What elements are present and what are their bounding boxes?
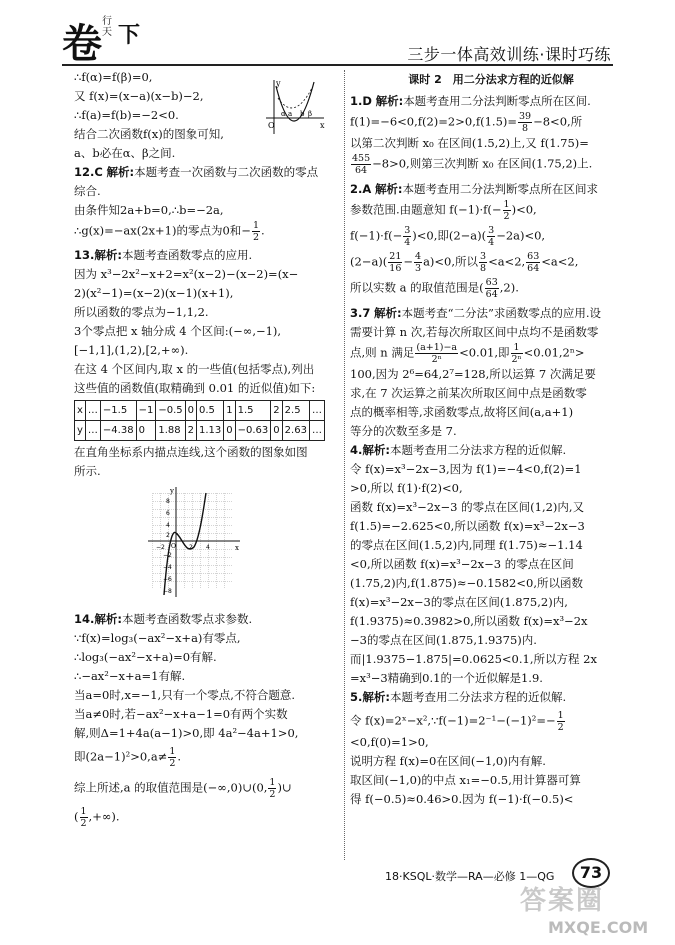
table-cell: −1 [136, 401, 156, 421]
footer-code: 18·KSQL·数学—RA—必修 1—QG [385, 870, 555, 883]
denominator: 2ⁿ [511, 354, 522, 365]
text: )<0,即(2−a)( [412, 228, 487, 243]
numerator: 3 [404, 225, 411, 236]
text: 本题考查函数零点求参数. [121, 612, 253, 626]
table-cell: … [309, 421, 324, 441]
numerator: 1 [557, 710, 564, 721]
denominator: 2 [503, 211, 510, 222]
numerator: (a+1)−a [416, 342, 458, 353]
fraction [268, 777, 276, 800]
analysis-label: 解析: [374, 306, 402, 320]
text-line [74, 777, 342, 800]
table-cell: 0 [185, 401, 196, 421]
text: (2−a)( [350, 254, 388, 269]
text-line: 取区间(−1,0)的中点 x₁=−0.5,用计算器可算 [350, 773, 581, 787]
table-cell: −0.5 [156, 401, 185, 421]
text-line: 又 f(x)=(x−a)(x−b)−2, [74, 89, 204, 103]
text: . [260, 223, 265, 238]
numerator: 3 [480, 251, 487, 262]
logo-small-chars: 行天 [102, 16, 112, 38]
q14-line [74, 610, 342, 629]
y-tick: −4 [163, 564, 172, 571]
section-title: 课时 2 用二分法求方程的近似解 [408, 73, 574, 86]
y-tick: −2 [163, 552, 172, 559]
table-cell: 0 [136, 421, 156, 441]
x-tick: 4 [206, 544, 210, 551]
text-line [74, 746, 342, 769]
q1-line [350, 92, 632, 111]
parabola-graph [264, 78, 328, 136]
question-number: 2.A [350, 182, 372, 196]
q5-line [350, 688, 632, 707]
text: 本题考查一次函数与二次函数的零点 [134, 165, 319, 179]
denominator: 16 [389, 263, 402, 274]
table-cell: −4.38 [100, 421, 136, 441]
text: f(−1)·f(− [350, 228, 403, 243]
analysis-label: 解析: [94, 612, 122, 626]
denominator: 2 [169, 758, 176, 769]
question-number: 12.C [74, 165, 103, 179]
text: )∪ [277, 780, 292, 795]
watermark-logo: 答案圈 [520, 886, 605, 916]
table-cell: … [309, 401, 324, 421]
text-line: ∴f(a)=f(b)=−2<0. [74, 108, 179, 122]
text-line [350, 153, 632, 176]
text: )<0, [511, 202, 537, 217]
q4-line [350, 441, 632, 460]
text-line: 等分的次数至多是 7. [350, 424, 457, 438]
denominator: 2 [252, 232, 259, 243]
text-line: [−1,1],(1,2),[2,+∞). [74, 343, 189, 357]
text: −2a)<0, [496, 228, 546, 243]
text: 本题考查函数零点的应用. [121, 248, 253, 262]
a-label: a [288, 110, 293, 118]
y-axis-label: y [170, 487, 174, 495]
text: ∴g(x)=−ax(2x+1)的零点为0和− [74, 223, 251, 238]
text: 本题考查用二分法判断零点所在区间求 [402, 182, 599, 196]
column-divider [344, 70, 345, 860]
numerator: 63 [485, 277, 498, 288]
analysis-label: 解析: [374, 182, 403, 196]
text: 本题考查用二分法求方程的近似解. [389, 690, 567, 704]
text-line [350, 277, 632, 300]
fraction [403, 225, 411, 248]
text-line: 100,因为 2⁶=64,2⁷=128,所以运算 7 次满足要 [350, 367, 596, 381]
denominator: 4 [404, 237, 411, 248]
text: 令 f(x)=2ˣ−x²,∵f(−1)=2⁻¹−(−1)²=− [350, 713, 556, 728]
fraction [503, 199, 511, 222]
text: <a<2, [541, 254, 579, 269]
analysis-label: 解析: [94, 248, 122, 262]
question-number: 13. [74, 248, 95, 262]
text: 参数范围.由题意知 f(−1)·f(− [350, 202, 502, 217]
x-axis-label: x [235, 544, 239, 552]
fraction [511, 342, 523, 365]
text: −8>0,则第三次判断 x₀ 在区间(1.75,2)上. [372, 156, 593, 171]
numerator: 1 [252, 220, 259, 231]
text-line: ∴−ax²−x+a=1有解. [74, 669, 186, 683]
table-cell: 1.5 [235, 401, 271, 421]
text-line: 的零点在区间(1.5,2)内,同理 f(1.75)≈−1.14 [350, 538, 583, 552]
logo-main-char: 卷 [62, 20, 100, 67]
value-table [74, 400, 325, 441]
y-tick: −8 [163, 588, 172, 595]
q2-line [350, 180, 632, 199]
fraction [388, 251, 402, 274]
denominator: 2ⁿ [431, 354, 442, 365]
q13-line [74, 246, 342, 265]
text-line: 当a=0时,x=−1,只有一个零点,不符合题意. [74, 688, 296, 702]
denominator: 2 [269, 789, 276, 800]
table-cell: x [75, 401, 86, 421]
numerator: 4 [415, 251, 422, 262]
logo-xia-char: 下 [118, 22, 141, 48]
table-cell: … [85, 421, 100, 441]
fraction [526, 251, 540, 274]
text-line: −3的零点在区间(1.875,1.9375)内. [350, 633, 537, 647]
numerator: 1 [269, 777, 276, 788]
text-line [350, 199, 632, 222]
table-cell: y [75, 421, 86, 441]
alpha-label: α [281, 110, 286, 118]
numerator: 63 [527, 251, 540, 262]
page-header [0, 0, 675, 66]
numerator: 1 [80, 806, 87, 817]
text: 本题考查用二分法判断零点所在区间. [403, 94, 591, 108]
right-column [350, 68, 632, 809]
text-line: 以第二次判断 x₀ 在区间(1.5,2)上,又 f(1.75)= [350, 136, 589, 150]
fraction [414, 251, 422, 274]
text-line: 综合. [74, 184, 101, 198]
denominator: 2 [557, 722, 564, 733]
text-line: (1.75,2)内,f(1.875)≈−0.1582<0,所以函数 [350, 576, 583, 590]
y-tick: 2 [166, 532, 170, 539]
text-line [350, 342, 632, 365]
text-line: f(1.5)=−2.625<0,所以函数 f(x)=x³−2x−3 [350, 519, 585, 533]
table-cell: 0 [224, 421, 235, 441]
x-tick: 2 [189, 544, 193, 551]
text: <a<2, [488, 254, 526, 269]
question-number: 4. [350, 443, 363, 457]
header-rule [62, 64, 613, 66]
numerator: 1 [511, 342, 523, 354]
text: 本题考查用二分法求方程的近似解. [389, 443, 567, 457]
text-line [74, 806, 342, 829]
x-label: x [320, 121, 325, 130]
text: − [403, 254, 414, 269]
text-line: 令 f(x)=x³−2x−3,因为 f(1)=−4<0,f(2)=1 [350, 462, 582, 476]
q12-line [74, 163, 342, 182]
denominator: 8 [522, 123, 529, 134]
denominator: 64 [485, 289, 498, 300]
text-line: 这些值的函数值(取精确到 0.01 的近似值)如下: [74, 381, 316, 395]
text-line: 3个零点把 x 轴分成 4 个区间:(−∞,−1), [74, 324, 282, 338]
brand-logo [62, 12, 141, 69]
analysis-label: 解析: [362, 690, 390, 704]
text: −8<0,所 [533, 114, 583, 129]
text: 即(2a−1)²>0,a≠ [74, 749, 168, 764]
fraction [479, 251, 487, 274]
table-row-y [75, 421, 325, 441]
text-line: f(x)=x³−2x−3的零点在区间(1.875,2)内, [350, 595, 568, 609]
cubic-graph-wrap [144, 485, 342, 606]
table-cell: −0.63 [235, 421, 271, 441]
table-cell: 2 [185, 421, 196, 441]
text-line: 结合二次函数f(x)的图象可知, [74, 127, 224, 141]
y-tick: −6 [163, 576, 172, 583]
fraction [80, 806, 88, 829]
beta-label: β [308, 110, 313, 118]
table-cell: 2.5 [282, 401, 309, 421]
page-number: 73 [572, 858, 610, 888]
question-number: 14. [74, 612, 95, 626]
text-line: 求,在 7 次运算之前某次所取区间中点是函数零 [350, 386, 587, 400]
text-line [350, 710, 632, 733]
table-cell: 0.5 [197, 401, 224, 421]
denominator: 3 [415, 263, 422, 274]
text: ( [74, 809, 79, 824]
analysis-label: 解析: [375, 94, 404, 108]
table-cell: 1.88 [156, 421, 185, 441]
text: <0.01,即 [459, 345, 510, 360]
origin-label: O [268, 121, 275, 130]
table-cell: −1.5 [100, 401, 136, 421]
denominator: 64 [527, 263, 540, 274]
text-line: 2)(x²−1)=(x−2)(x−1)(x+1), [74, 286, 234, 300]
question-number: 3.7 [350, 306, 371, 320]
fraction [485, 277, 499, 300]
fraction [351, 153, 371, 176]
text: f(1)=−6<0,f(2)=2>0,f(1.5)= [350, 114, 518, 129]
question-number: 1.D [350, 94, 372, 108]
text: <0.01,2ⁿ> [523, 345, 585, 360]
numerator: 1 [503, 199, 510, 210]
text-line: 在这 4 个区间内,取 x 的一些值(包括零点),列出 [74, 362, 315, 376]
text: ,+∞). [88, 809, 120, 824]
text-line: 函数 f(x)=x³−2x−3 的零点在区间(1,2)内,又 [350, 500, 585, 514]
denominator: 4 [488, 237, 495, 248]
text: 点,则 n 满足 [350, 345, 415, 360]
fraction [487, 225, 495, 248]
analysis-label: 解析: [106, 165, 135, 179]
denominator: 8 [480, 263, 487, 274]
text-line: ∴f(α)=f(β)=0, [74, 70, 153, 84]
text-line: 当a≠0时,若−ax²−x+a−1=0有两个实数 [74, 707, 288, 721]
text: 本题考查“二分法”求函数零点的应用.设 [401, 306, 602, 320]
text: . [177, 749, 182, 764]
text-line: 由条件知2a+b=0,∴b=−2a, [74, 203, 224, 217]
y-label: y [276, 79, 281, 88]
text: 所以实数 a 的取值范围是( [350, 280, 484, 295]
table-cell: 2 [271, 401, 282, 421]
text-line: <0,所以函数 f(x)=x³−2x−3 的零点在区间 [350, 557, 574, 571]
q11-continuation [74, 68, 342, 163]
text-line: 解,则Δ=1+4a(a−1)>0,即 4a²−4a+1>0, [74, 726, 299, 740]
text: a)<0,所以 [423, 254, 479, 269]
analysis-label: 解析: [362, 443, 390, 457]
text-line [350, 225, 632, 248]
text-line: 点的概率相等,求函数零点,故将区间(a,a+1) [350, 405, 574, 419]
table-cell: 1 [224, 401, 235, 421]
text-line: 因为 x³−2x²−x+2=x²(x−2)−(x−2)=(x− [74, 267, 299, 281]
text-line: 需要计算 n 次,若每次所取区间中点均不是函数零 [350, 325, 599, 339]
text-line: 所以函数的零点为−1,1,2. [74, 305, 209, 319]
table-cell: 2.63 [282, 421, 309, 441]
fraction [168, 746, 176, 769]
numerator: 3 [488, 225, 495, 236]
text: 综上所述,a 的取值范围是(−∞,0)∪(0, [74, 780, 268, 795]
text-line: >0,所以 f(1)·f(2)<0, [350, 481, 463, 495]
series-title: 三步一体高效训练·课时巧练 [407, 45, 611, 64]
text-line: <0,f(0)=1>0, [350, 735, 429, 749]
origin-label: O [171, 543, 176, 550]
text-line [74, 220, 342, 243]
fraction [415, 342, 458, 365]
x-tick: −2 [156, 544, 165, 551]
text-line: 得 f(−0.5)≈0.46>0.因为 f(−1)·f(−0.5)< [350, 792, 574, 806]
text-line: 在直角坐标系内描点连线,这个函数的图象如图 [74, 445, 308, 459]
text-line: f(1.9375)≈0.3982>0,所以函数 f(x)=x³−2x [350, 614, 588, 628]
text-line: 所示. [74, 464, 101, 478]
numerator: 455 [352, 153, 371, 164]
denominator: 2 [80, 818, 87, 829]
cubic-graph [144, 485, 244, 600]
text-line: ∵f(x)=log₃(−ax²−x+a)有零点, [74, 631, 241, 645]
y-tick: 6 [166, 510, 170, 517]
text-line: 而|1.9375−1.875|=0.0625<0.1,所以方程 2x [350, 652, 597, 666]
numerator: 1 [169, 746, 176, 757]
q3-line [350, 304, 632, 323]
left-column [74, 68, 342, 829]
watermark-url: MXQE.COM [548, 918, 649, 937]
numerator: 39 [519, 111, 532, 122]
fraction [252, 220, 260, 243]
y-tick: 4 [166, 522, 170, 529]
table-cell: 0 [271, 421, 282, 441]
table-cell: … [85, 401, 100, 421]
fraction [518, 111, 532, 134]
y-tick: 8 [166, 498, 170, 505]
text-line: =x³−3精确到0.1的一个近似解是1.9. [350, 671, 543, 685]
question-number: 5. [350, 690, 363, 704]
numerator: 21 [389, 251, 402, 262]
text: ,2). [499, 280, 519, 295]
fraction [557, 710, 565, 733]
text-line [350, 251, 632, 274]
table-cell: 1.13 [197, 421, 224, 441]
table-row-x [75, 401, 325, 421]
text-line: 说明方程 f(x)=0在区间(−1,0)内有解. [350, 754, 546, 768]
denominator: 64 [355, 165, 368, 176]
text-line: a、b必在α、β之间. [74, 146, 176, 160]
b-label: b [300, 110, 305, 118]
text-line [350, 111, 632, 134]
text-line: ∴log₃(−ax²−x+a)=0有解. [74, 650, 217, 664]
